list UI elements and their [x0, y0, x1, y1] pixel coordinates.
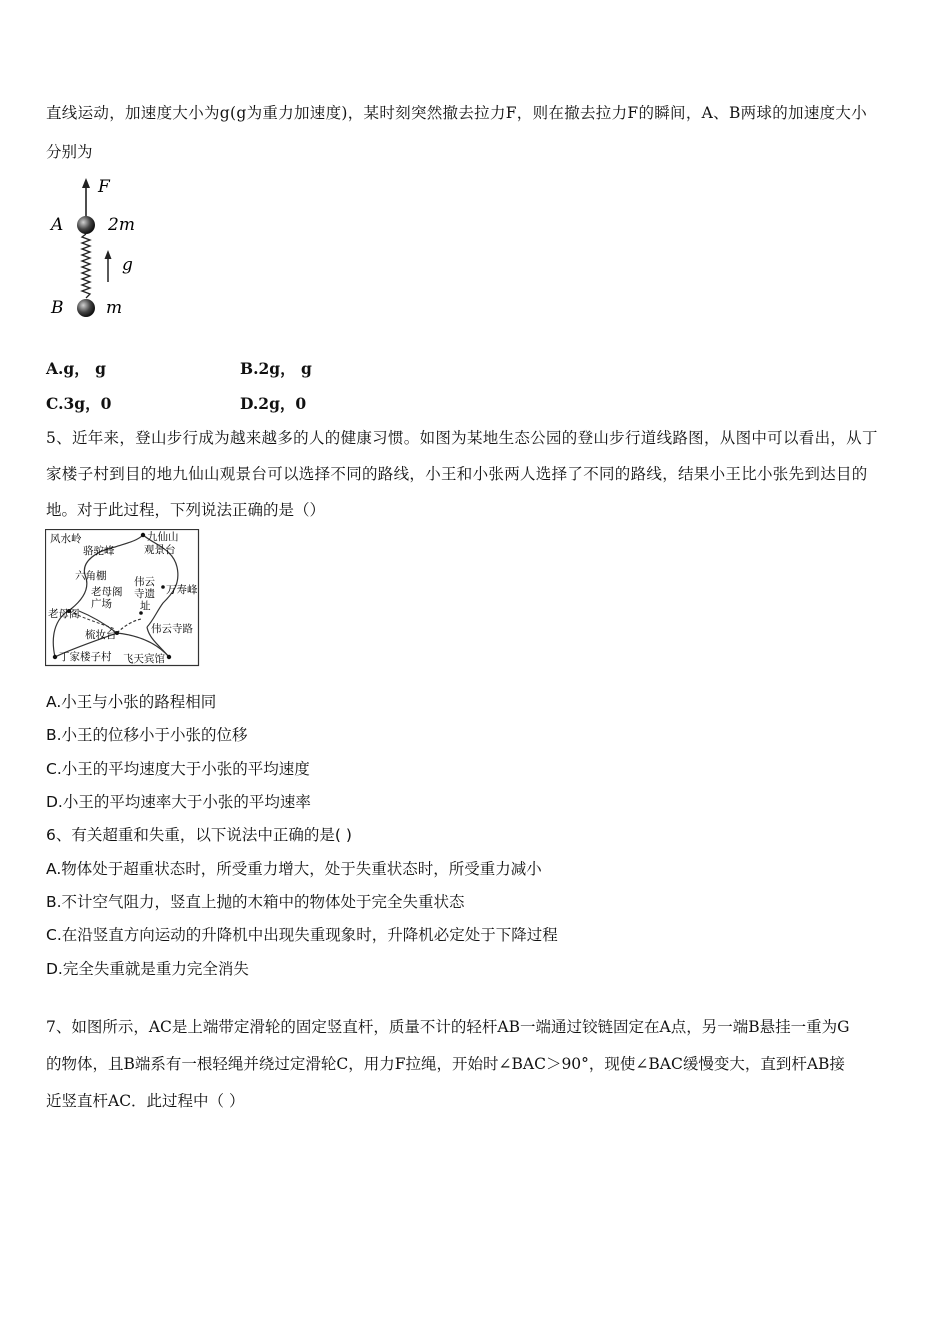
label-A: A [51, 215, 64, 235]
map-label-guanjingtai: 观景台 [144, 544, 176, 556]
q6-option-a: A.物体处于超重状态时，所受重力增大，处于失重状态时，所受重力减小 [46, 860, 542, 878]
q5-option-d: D.小王的平均速率大于小张的平均速率 [46, 793, 311, 811]
label-F: F [98, 177, 110, 197]
map-label-yiyun-c: 址 [140, 600, 151, 612]
q7-stem-line3: 近竖直杆AC．此过程中（ ） [46, 1092, 245, 1110]
map-label-laomuge-west: 老母阁 [48, 608, 80, 620]
ball-B [77, 299, 95, 317]
map-label-laomuge: 老母阁 [91, 586, 123, 598]
ball-A [77, 216, 95, 234]
label-m: m [106, 298, 123, 318]
q5-option-c: C.小王的平均速度大于小张的平均速度 [46, 760, 310, 778]
map-label-guangchang: 广场 [91, 598, 112, 610]
q6-stem: 6、有关超重和失重，以下说法中正确的是( ) [46, 826, 352, 844]
map-label-shuzhuangtai: 梳妆台 [85, 629, 117, 641]
label-2m: 2m [108, 215, 135, 235]
q6-option-d: D.完全失重就是重力完全消失 [46, 960, 249, 978]
map-label-jiuxianshan: 九仙山 [147, 531, 179, 543]
map-label-liujiaopeng: 六角棚 [75, 570, 107, 582]
q6-option-c: C.在沿竖直方向运动的升降机中出现失重现象时，升降机必定处于下降过程 [46, 926, 558, 944]
spring [82, 234, 90, 298]
q7-stem-line2: 的物体，且B端系有一根轻绳并绕过定滑轮C，用力F拉绳，开始时∠BAC＞90°，现使∠BAC缓慢变大，直到杆AB接 [46, 1055, 845, 1073]
q5-option-a: A.小王与小张的路程相同 [46, 693, 217, 711]
q4-option-b: B.2g， g [240, 359, 312, 378]
label-B: B [51, 298, 64, 318]
map-label-dingjia: 丁家楼子村 [59, 651, 112, 663]
map-label-yiyunsilu: 伟云寺路 [151, 623, 193, 635]
q5-stem-line3: 地。对于此过程，下列说法正确的是（） [46, 501, 326, 519]
label-g: g [122, 255, 133, 275]
q5-option-b: B.小王的位移小于小张的位移 [46, 726, 248, 744]
map-label-yiyun-b: 寺遗 [134, 588, 155, 600]
q4-stem-line1: 直线运动，加速度大小为g(g为重力加速度)，某时刻突然撤去拉力F，则在撤去拉力F的瞬间，A、B两球的加速度大小 [46, 104, 868, 122]
map-label-yiyun-a: 伟云 [134, 576, 155, 588]
q5-stem-line1: 5、近年来，登山步行成为越来越多的人的健康习惯。如图为某地生态公园的登山步行道线路图，从图中可以看出，从丁 [46, 429, 878, 447]
g-arrow-head [105, 250, 112, 259]
q4-option-c: C.3g，0 [46, 394, 112, 413]
q4-option-d: D.2g，0 [240, 394, 307, 413]
q7-stem-line1: 7、如图所示，AC是上端带定滑轮的固定竖直杆，质量不计的轻杆AB一端通过铰链固定在A点，另一端B悬挂一重为G [46, 1018, 850, 1036]
q4-option-a: A.g， g [46, 359, 106, 378]
map-label-fengshuiling: 风水岭 [50, 533, 82, 545]
q6-option-b: B.不计空气阻力，竖直上抛的木箱中的物体处于完全失重状态 [46, 893, 465, 911]
map-label-feitian: 飞天宾馆 [123, 653, 165, 665]
q4-stem-line2: 分别为 [46, 143, 93, 161]
map-label-luotuofeng: 骆驼峰 [83, 545, 115, 557]
q5-stem-line2: 家楼子村到目的地九仙山观景台可以选择不同的路线，小王和小张两人选择了不同的路线，结果小王比小张先到达目的 [46, 465, 868, 483]
q4-spring-figure [40, 170, 160, 325]
map-label-wanshoufeng: 万寿峰 [166, 584, 198, 596]
q5-trail-map [45, 529, 200, 667]
force-arrow-head [82, 178, 90, 188]
